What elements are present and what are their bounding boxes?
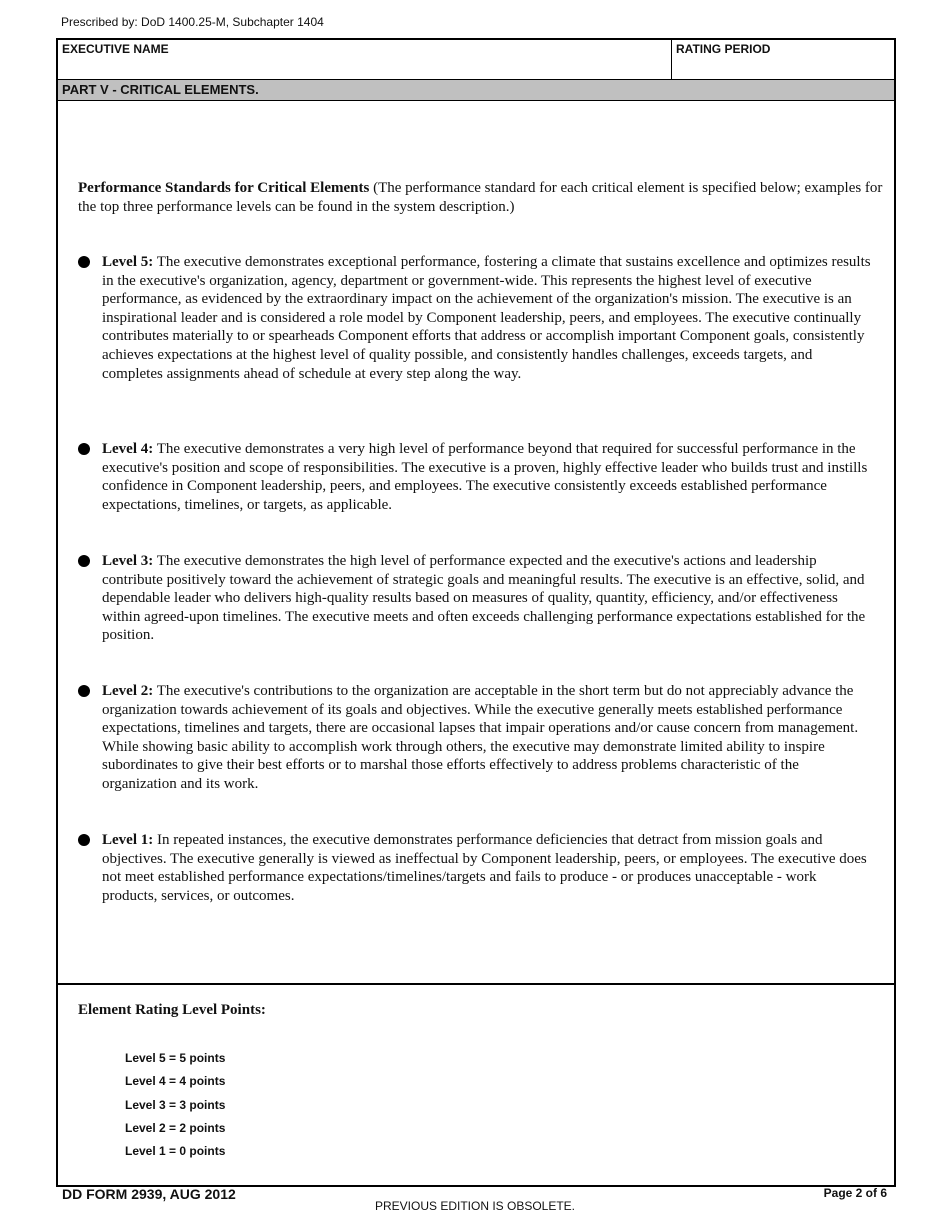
part-header — [58, 80, 894, 101]
header-row — [58, 40, 894, 80]
bullet-icon — [78, 443, 90, 455]
level-2-standard — [102, 682, 872, 794]
rating-points-section — [58, 985, 894, 1185]
level-description: The executive's contributions to the organization are acceptable in the short term but do not appreciably advance the organization towards achievement of its goals and objectives. While the executive generally meets established performance expectations, timelines and targets, there are occasional lapses that impair operations and/or cause concern from management. While showing basic ability to accomplish work through others, the executive may demonstrate limited ability to inspire subordinates to give their best efforts or to marshal those efforts effectively to address problems characteristic of the organization and its work. — [102, 683, 859, 792]
rating-period-label: RATING PERIOD — [676, 42, 771, 56]
executive-name-label: EXECUTIVE NAME — [62, 42, 169, 56]
bullet-icon — [78, 685, 90, 697]
point-item: Level 2 = 2 points — [125, 1120, 226, 1135]
level-label: Level 4: — [102, 441, 154, 457]
bullet-icon — [78, 256, 90, 268]
page-number: Page 2 of 6 — [823, 1186, 887, 1200]
obsolete-note: PREVIOUS EDITION IS OBSOLETE. — [374, 1199, 576, 1213]
prescribed-by: Prescribed by: DoD 1400.25-M, Subchapter 1404 — [61, 15, 324, 29]
level-5-standard — [102, 253, 872, 383]
part-title: PART V - CRITICAL ELEMENTS. — [62, 82, 259, 97]
standards-intro-heading: Performance Standards for Critical Elements — [78, 180, 370, 196]
level-label: Level 2: — [102, 683, 154, 699]
bullet-icon — [78, 834, 90, 846]
executive-name-field[interactable] — [58, 40, 672, 79]
rating-period-field[interactable] — [672, 40, 894, 79]
points-list — [125, 1051, 225, 1167]
level-4-standard — [102, 440, 872, 514]
level-description: The executive demonstrates the high level of performance expected and the executive's actions and leadership contribute positively toward the achievement of strategic goals and meaningful results. The executive is an effective, solid, and dependable leader who delivers high-quality results based on measures of quality, quantity, efficiency, and/or effectiveness within agreed-upon timelines. The executive meets and often exceeds challenging performance expectations established for the position. — [102, 553, 866, 644]
form-identifier: DD FORM 2939, AUG 2012 — [62, 1186, 236, 1202]
standards-intro-text: (The performance standard for each critical element is specified below; examples for the top three performance levels can be found in the system description.) — [78, 180, 883, 215]
level-label: Level 5: — [102, 254, 154, 270]
form-frame — [56, 38, 896, 1187]
level-label: Level 3: — [102, 553, 154, 569]
point-item: Level 4 = 4 points — [125, 1074, 226, 1089]
point-item: Level 1 = 0 points — [125, 1144, 226, 1159]
level-1-standard — [102, 831, 872, 905]
standards-intro — [78, 179, 890, 217]
level-description: The executive demonstrates exceptional performance, fostering a climate that sustains excellence and optimizes results in the executive's organization, agency, department or government-wide. This represents the highest level of executive performance, as evidenced by the extraordinary impact on the achievement of the organization's mission. The executive is an inspirational leader and is considered a role model by Component leadership, peers, and employees. The executive continually contributes materially to or spearheads Component efforts that address or accomplish important Component goals, consistently achieves expectations at the highest level of quality possible, and consistently handles challenges, exceeds targets, and completes assignments ahead of schedule at every step along the way. — [102, 254, 871, 382]
level-label: Level 1: — [102, 832, 154, 848]
bullet-icon — [78, 555, 90, 567]
point-item: Level 5 = 5 points — [125, 1051, 226, 1065]
points-title: Element Rating Level Points: — [78, 1002, 266, 1018]
level-3-standard — [102, 552, 872, 645]
point-item: Level 3 = 3 points — [125, 1097, 226, 1112]
level-description: The executive demonstrates a very high level of performance beyond that required for successful performance in the executive's position and scope of responsibilities. The executive is a proven, highly effective leader who builds trust and instills confidence in Component leadership, peers, and employees. The executive consistently exceeds established performance expectations, timelines, or targets, as applicable. — [102, 441, 868, 513]
standards-section — [58, 101, 894, 985]
level-description: In repeated instances, the executive demonstrates performance deficiencies that detract from mission goals and objectives. The executive generally is viewed as ineffectual by Component leadership, peers, or employees. The executive does not meet established performance expectations/timelines/targets and fails to produce - or produces unacceptable - work products, services, or outcomes. — [102, 832, 867, 904]
